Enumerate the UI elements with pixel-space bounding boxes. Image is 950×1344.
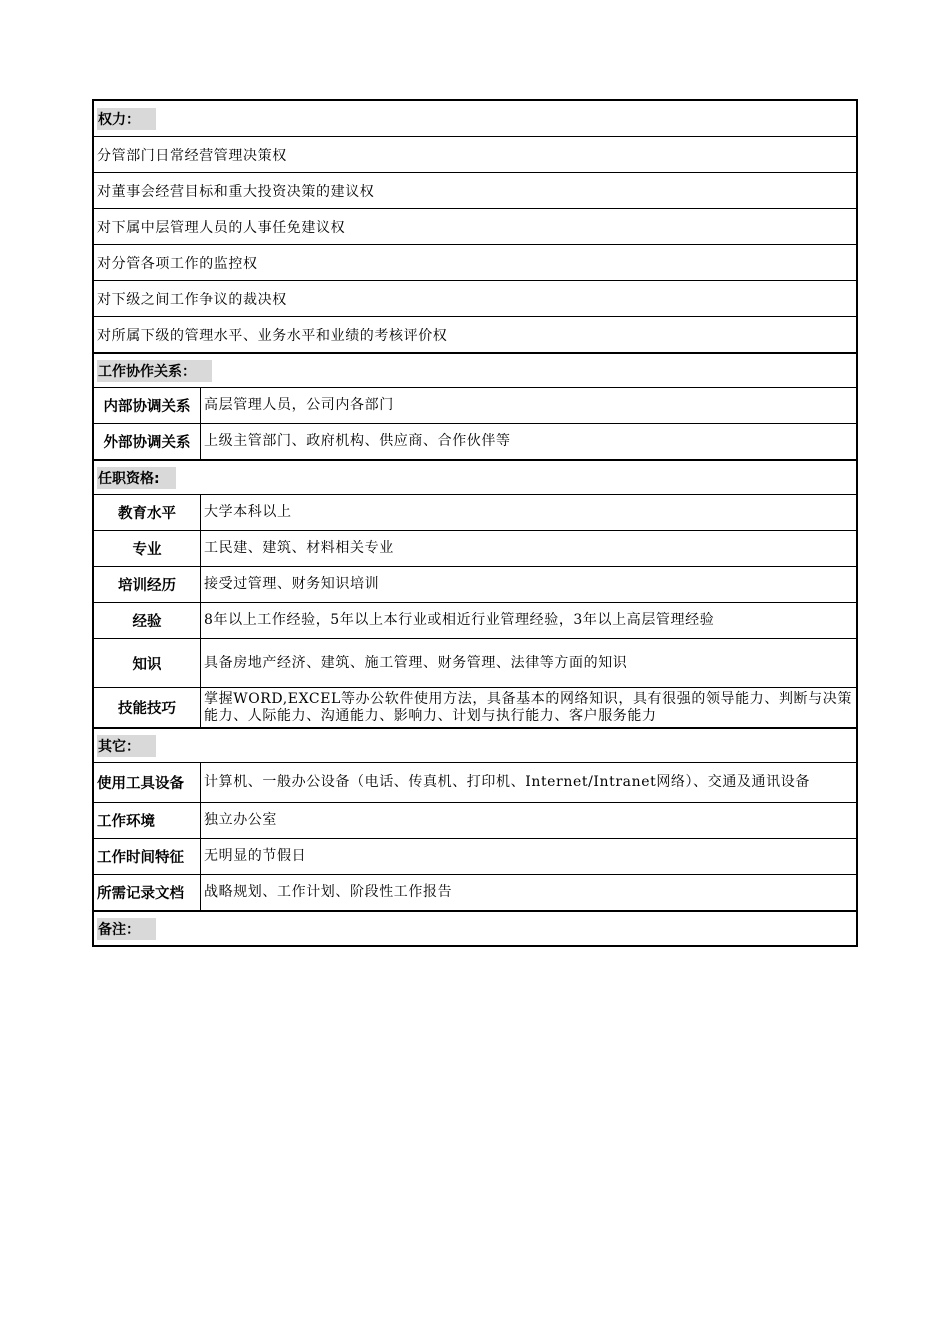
authority-item: 对董事会经营目标和重大投资决策的建议权 bbox=[94, 172, 856, 208]
tools-value: 计算机、一般办公设备（电话、传真机、打印机、Internet/Intranet网络）、交通及通讯设备 bbox=[204, 774, 810, 790]
skills-value: 掌握WORD,EXCEL等办公软件使用方法，具备基本的网络知识，具有很强的领导能力、判断与决策能力、人际能力、沟通能力、影响力、计划与执行能力、客户服务能力 bbox=[204, 690, 852, 724]
training-row bbox=[94, 566, 856, 602]
tools-row bbox=[94, 762, 856, 802]
authority-item: 对下级之间工作争议的裁决权 bbox=[94, 280, 856, 316]
internal-coordination-value: 高层管理人员，公司内各部门 bbox=[204, 397, 394, 413]
remarks-title: 备注： bbox=[97, 918, 156, 940]
qualifications-title: 任职资格: bbox=[97, 467, 176, 489]
other-title: 其它： bbox=[97, 735, 156, 757]
external-coordination-row bbox=[94, 423, 856, 459]
skills-label: 技能技巧 bbox=[94, 688, 201, 727]
documents-value: 战略规划、工作计划、阶段性工作报告 bbox=[204, 884, 453, 900]
work-time-label: 工作时间特征 bbox=[94, 839, 201, 874]
environment-value: 独立办公室 bbox=[204, 812, 277, 828]
work-time-row bbox=[94, 838, 856, 874]
collaboration-title: 工作协作关系： bbox=[97, 360, 212, 382]
training-value: 接受过管理、财务知识培训 bbox=[204, 576, 380, 592]
experience-label: 经验 bbox=[94, 603, 201, 638]
internal-coordination-label: 内部协调关系 bbox=[94, 388, 201, 423]
environment-label: 工作环境 bbox=[94, 803, 201, 838]
authority-section-header bbox=[94, 101, 856, 136]
external-coordination-value: 上级主管部门、政府机构、供应商、合作伙伴等 bbox=[204, 433, 511, 449]
job-description-form bbox=[92, 99, 858, 947]
tools-label: 使用工具设备 bbox=[94, 763, 201, 802]
work-time-value: 无明显的节假日 bbox=[204, 848, 307, 864]
qualifications-section-header bbox=[94, 459, 856, 494]
major-label: 专业 bbox=[94, 531, 201, 566]
authority-item: 对下属中层管理人员的人事任免建议权 bbox=[94, 208, 856, 244]
documents-label: 所需记录文档 bbox=[94, 875, 201, 910]
authority-item: 分管部门日常经营管理决策权 bbox=[94, 136, 856, 172]
experience-row bbox=[94, 602, 856, 638]
major-value: 工民建、建筑、材料相关专业 bbox=[204, 540, 394, 556]
internal-coordination-row bbox=[94, 387, 856, 423]
collaboration-section-header bbox=[94, 352, 856, 387]
knowledge-row bbox=[94, 638, 856, 687]
environment-row bbox=[94, 802, 856, 838]
authority-item: 对分管各项工作的监控权 bbox=[94, 244, 856, 280]
experience-value: 8年以上工作经验，5年以上本行业或相近行业管理经验，3年以上高层管理经验 bbox=[204, 612, 715, 628]
knowledge-value: 具备房地产经济、建筑、施工管理、财务管理、法律等方面的知识 bbox=[204, 654, 628, 671]
skills-row bbox=[94, 687, 856, 727]
education-row bbox=[94, 494, 856, 530]
authority-item: 对所属下级的管理水平、业务水平和业绩的考核评价权 bbox=[94, 316, 856, 352]
education-label: 教育水平 bbox=[94, 495, 201, 530]
education-value: 大学本科以上 bbox=[204, 504, 292, 520]
knowledge-label: 知识 bbox=[94, 639, 201, 687]
major-row bbox=[94, 530, 856, 566]
remarks-section-header bbox=[94, 910, 856, 945]
external-coordination-label: 外部协调关系 bbox=[94, 424, 201, 459]
other-section-header bbox=[94, 727, 856, 762]
authority-title: 权力： bbox=[97, 108, 156, 130]
documents-row bbox=[94, 874, 856, 910]
training-label: 培训经历 bbox=[94, 567, 201, 602]
